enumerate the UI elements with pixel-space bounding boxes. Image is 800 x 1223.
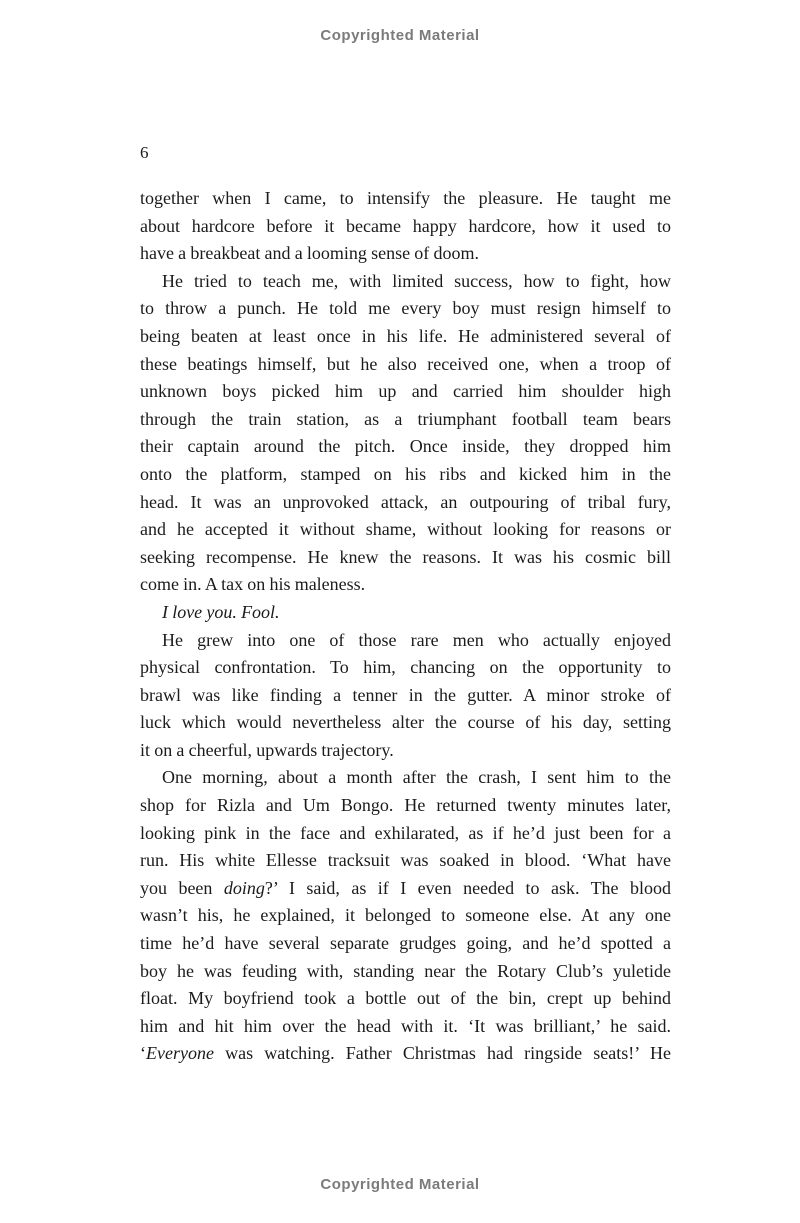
- text-segment: One morning, about a month after the crash, I sent him to the: [162, 767, 671, 788]
- text-segment: onto the platform, stamped on his ribs and kicked him in the: [140, 463, 671, 484]
- text-segment: him and hit him over the head with it. ‘It was brilliant,’ he said.: [140, 1015, 671, 1036]
- text-segment: physical confrontation. To him, chancing on the opportunity to: [140, 657, 671, 678]
- text-segment: wasn’t his, he explained, it belonged to someone else. At any one: [140, 905, 671, 926]
- text-segment: shop for Rizla and Um Bongo. He returned twenty minutes later,: [140, 795, 671, 816]
- text-line: [140, 323, 671, 351]
- text-segment: to throw a punch. He told me every boy must resign himself to: [140, 298, 671, 319]
- text-segment: head. It was an unprovoked attack, an outpouring of tribal fury,: [140, 491, 671, 512]
- text-line: [140, 240, 671, 268]
- text-segment: luck which would nevertheless alter the course of his day, setting: [140, 712, 671, 733]
- text-segment: looking pink in the face and exhilarated, as if he’d just been for a: [140, 822, 671, 843]
- text-segment: He grew into one of those rare men who actually enjoyed: [162, 629, 671, 650]
- text-line: [140, 737, 671, 765]
- text-line: [140, 654, 671, 682]
- text-line: [140, 764, 671, 792]
- text-line: [140, 295, 671, 323]
- text-segment: come in. A tax on his maleness.: [140, 574, 366, 595]
- italic-text: Everyone: [146, 1043, 214, 1064]
- copyright-notice-bottom: Copyrighted Material: [320, 1176, 480, 1193]
- text-line: [140, 930, 671, 958]
- text-line: [140, 847, 671, 875]
- text-segment: and he accepted it without shame, without looking for reasons or: [140, 519, 671, 540]
- text-segment: together when I came, to intensify the pleasure. He taught me: [140, 188, 671, 208]
- text-segment: seeking recompense. He knew the reasons. It was his cosmic bill: [140, 546, 671, 567]
- text-line: [140, 820, 671, 848]
- text-segment: you been: [140, 877, 224, 898]
- text-line: [140, 627, 671, 655]
- text-line: [140, 1040, 671, 1068]
- body-text: [140, 185, 671, 1068]
- text-segment: unknown boys picked him up and carried him shoulder high: [140, 381, 671, 402]
- text-segment: these beatings himself, but he also received one, when a troop of: [140, 353, 671, 374]
- text-line: [140, 599, 671, 627]
- text-line: [140, 1013, 671, 1041]
- text-line: [140, 902, 671, 930]
- text-line: [140, 682, 671, 710]
- text-segment: was watching. Father Christmas had ringside seats!’ He: [213, 1043, 671, 1064]
- text-line: [140, 544, 671, 572]
- text-segment: float. My boyfriend took a bottle out of the bin, crept up behind: [140, 988, 671, 1009]
- text-line: [140, 213, 671, 241]
- text-line: [140, 985, 671, 1013]
- text-line: [140, 351, 671, 379]
- italic-text: I love you. Fool.: [162, 601, 280, 622]
- text-line: [140, 709, 671, 737]
- text-segment: ?’ I said, as if I even needed to ask. The blood: [264, 877, 671, 898]
- text-segment: being beaten at least once in his life. He administered several of: [140, 325, 671, 346]
- text-line: [140, 792, 671, 820]
- text-segment: time he’d have several separate grudges going, and he’d spotted a: [140, 933, 671, 954]
- text-line: [140, 958, 671, 986]
- text-segment: through the train station, as a triumphant football team bears: [140, 408, 671, 429]
- text-segment: their captain around the pitch. Once inside, they dropped him: [140, 436, 671, 457]
- text-line: [140, 268, 671, 296]
- text-segment: ‘: [140, 1043, 146, 1064]
- text-line: [140, 489, 671, 517]
- text-segment: have a breakbeat and a looming sense of doom.: [140, 243, 479, 264]
- page-number: 6: [140, 143, 149, 162]
- text-line: [140, 378, 671, 406]
- italic-text: doing: [223, 877, 265, 898]
- text-line: [140, 461, 671, 489]
- text-line: [140, 406, 671, 434]
- text-segment: about hardcore before it became happy hardcore, how it used to: [140, 215, 671, 236]
- copyright-notice-top: Copyrighted Material: [320, 27, 480, 44]
- text-line: [140, 571, 671, 599]
- text-line: [140, 875, 671, 903]
- text-segment: it on a cheerful, upwards trajectory.: [140, 739, 394, 760]
- text-segment: He tried to teach me, with limited success, how to fight, how: [162, 270, 671, 291]
- text-line: [140, 185, 671, 213]
- text-segment: run. His white Ellesse tracksuit was soaked in blood. ‘What have: [140, 850, 671, 871]
- text-line: [140, 516, 671, 544]
- text-segment: boy he was feuding with, standing near the Rotary Club’s yuletide: [140, 960, 671, 981]
- text-line: [140, 433, 671, 461]
- text-segment: brawl was like finding a tenner in the gutter. A minor stroke of: [140, 684, 671, 705]
